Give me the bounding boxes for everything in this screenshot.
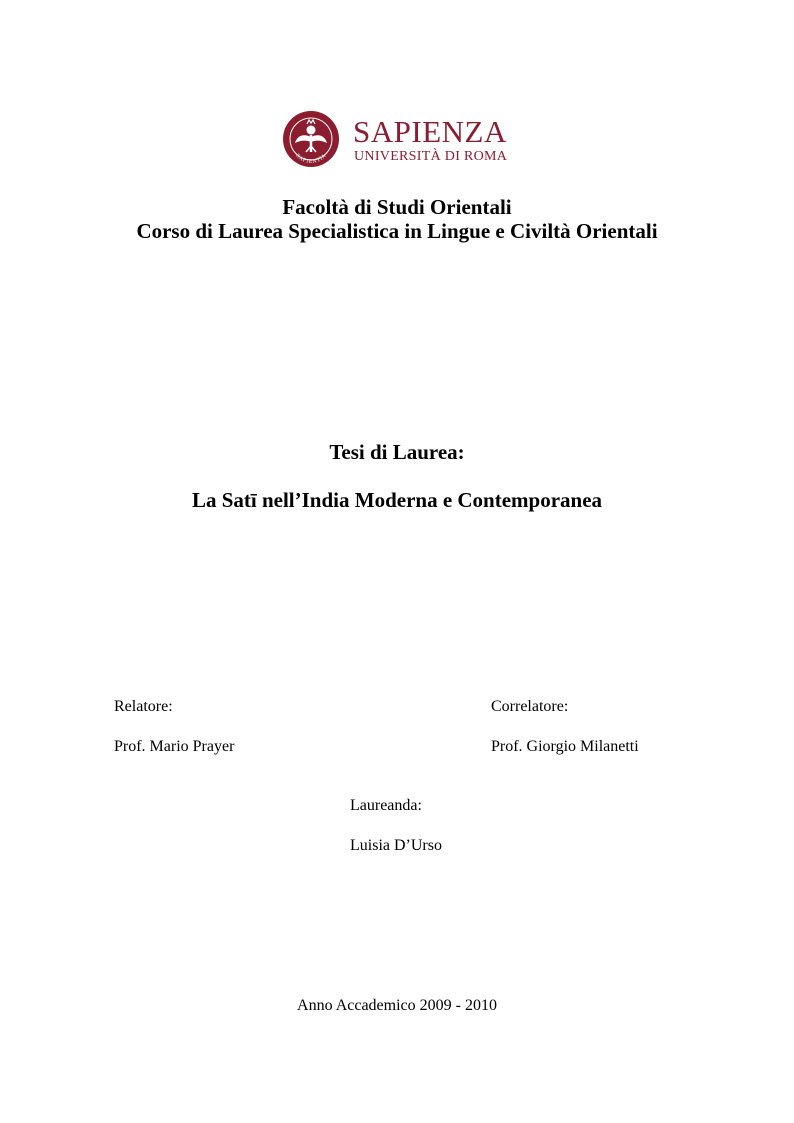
thesis-heading: Tesi di Laurea: xyxy=(329,440,465,464)
university-seal-icon xyxy=(281,106,345,172)
university-logo xyxy=(281,106,508,172)
logo-name: SAPIENZA xyxy=(353,114,507,149)
correlatore-name: Prof. Giorgio Milanetti xyxy=(491,738,639,755)
correlatore-label: Correlatore: xyxy=(491,698,569,715)
logo-subtitle: UNIVERSITÀ DI ROMA xyxy=(354,149,508,164)
laureanda-label: Laureanda: xyxy=(350,797,422,814)
thesis-title: La Satī nell’India Moderna e Contemporanea xyxy=(191,488,603,512)
relatore-name: Prof. Mario Prayer xyxy=(114,738,235,755)
course-title: Corso di Laurea Specialistica in Lingue e Civiltà Orientali xyxy=(136,219,658,243)
svg-text:SAPIENTIA: SAPIENTIA xyxy=(294,152,328,166)
laureanda-name: Luisia D’Urso xyxy=(350,837,442,854)
academic-year: Anno Accademico 2009 - 2010 xyxy=(297,997,497,1014)
faculty-title: Facoltà di Studi Orientali xyxy=(282,195,512,219)
relatore-label: Relatore: xyxy=(114,698,173,715)
